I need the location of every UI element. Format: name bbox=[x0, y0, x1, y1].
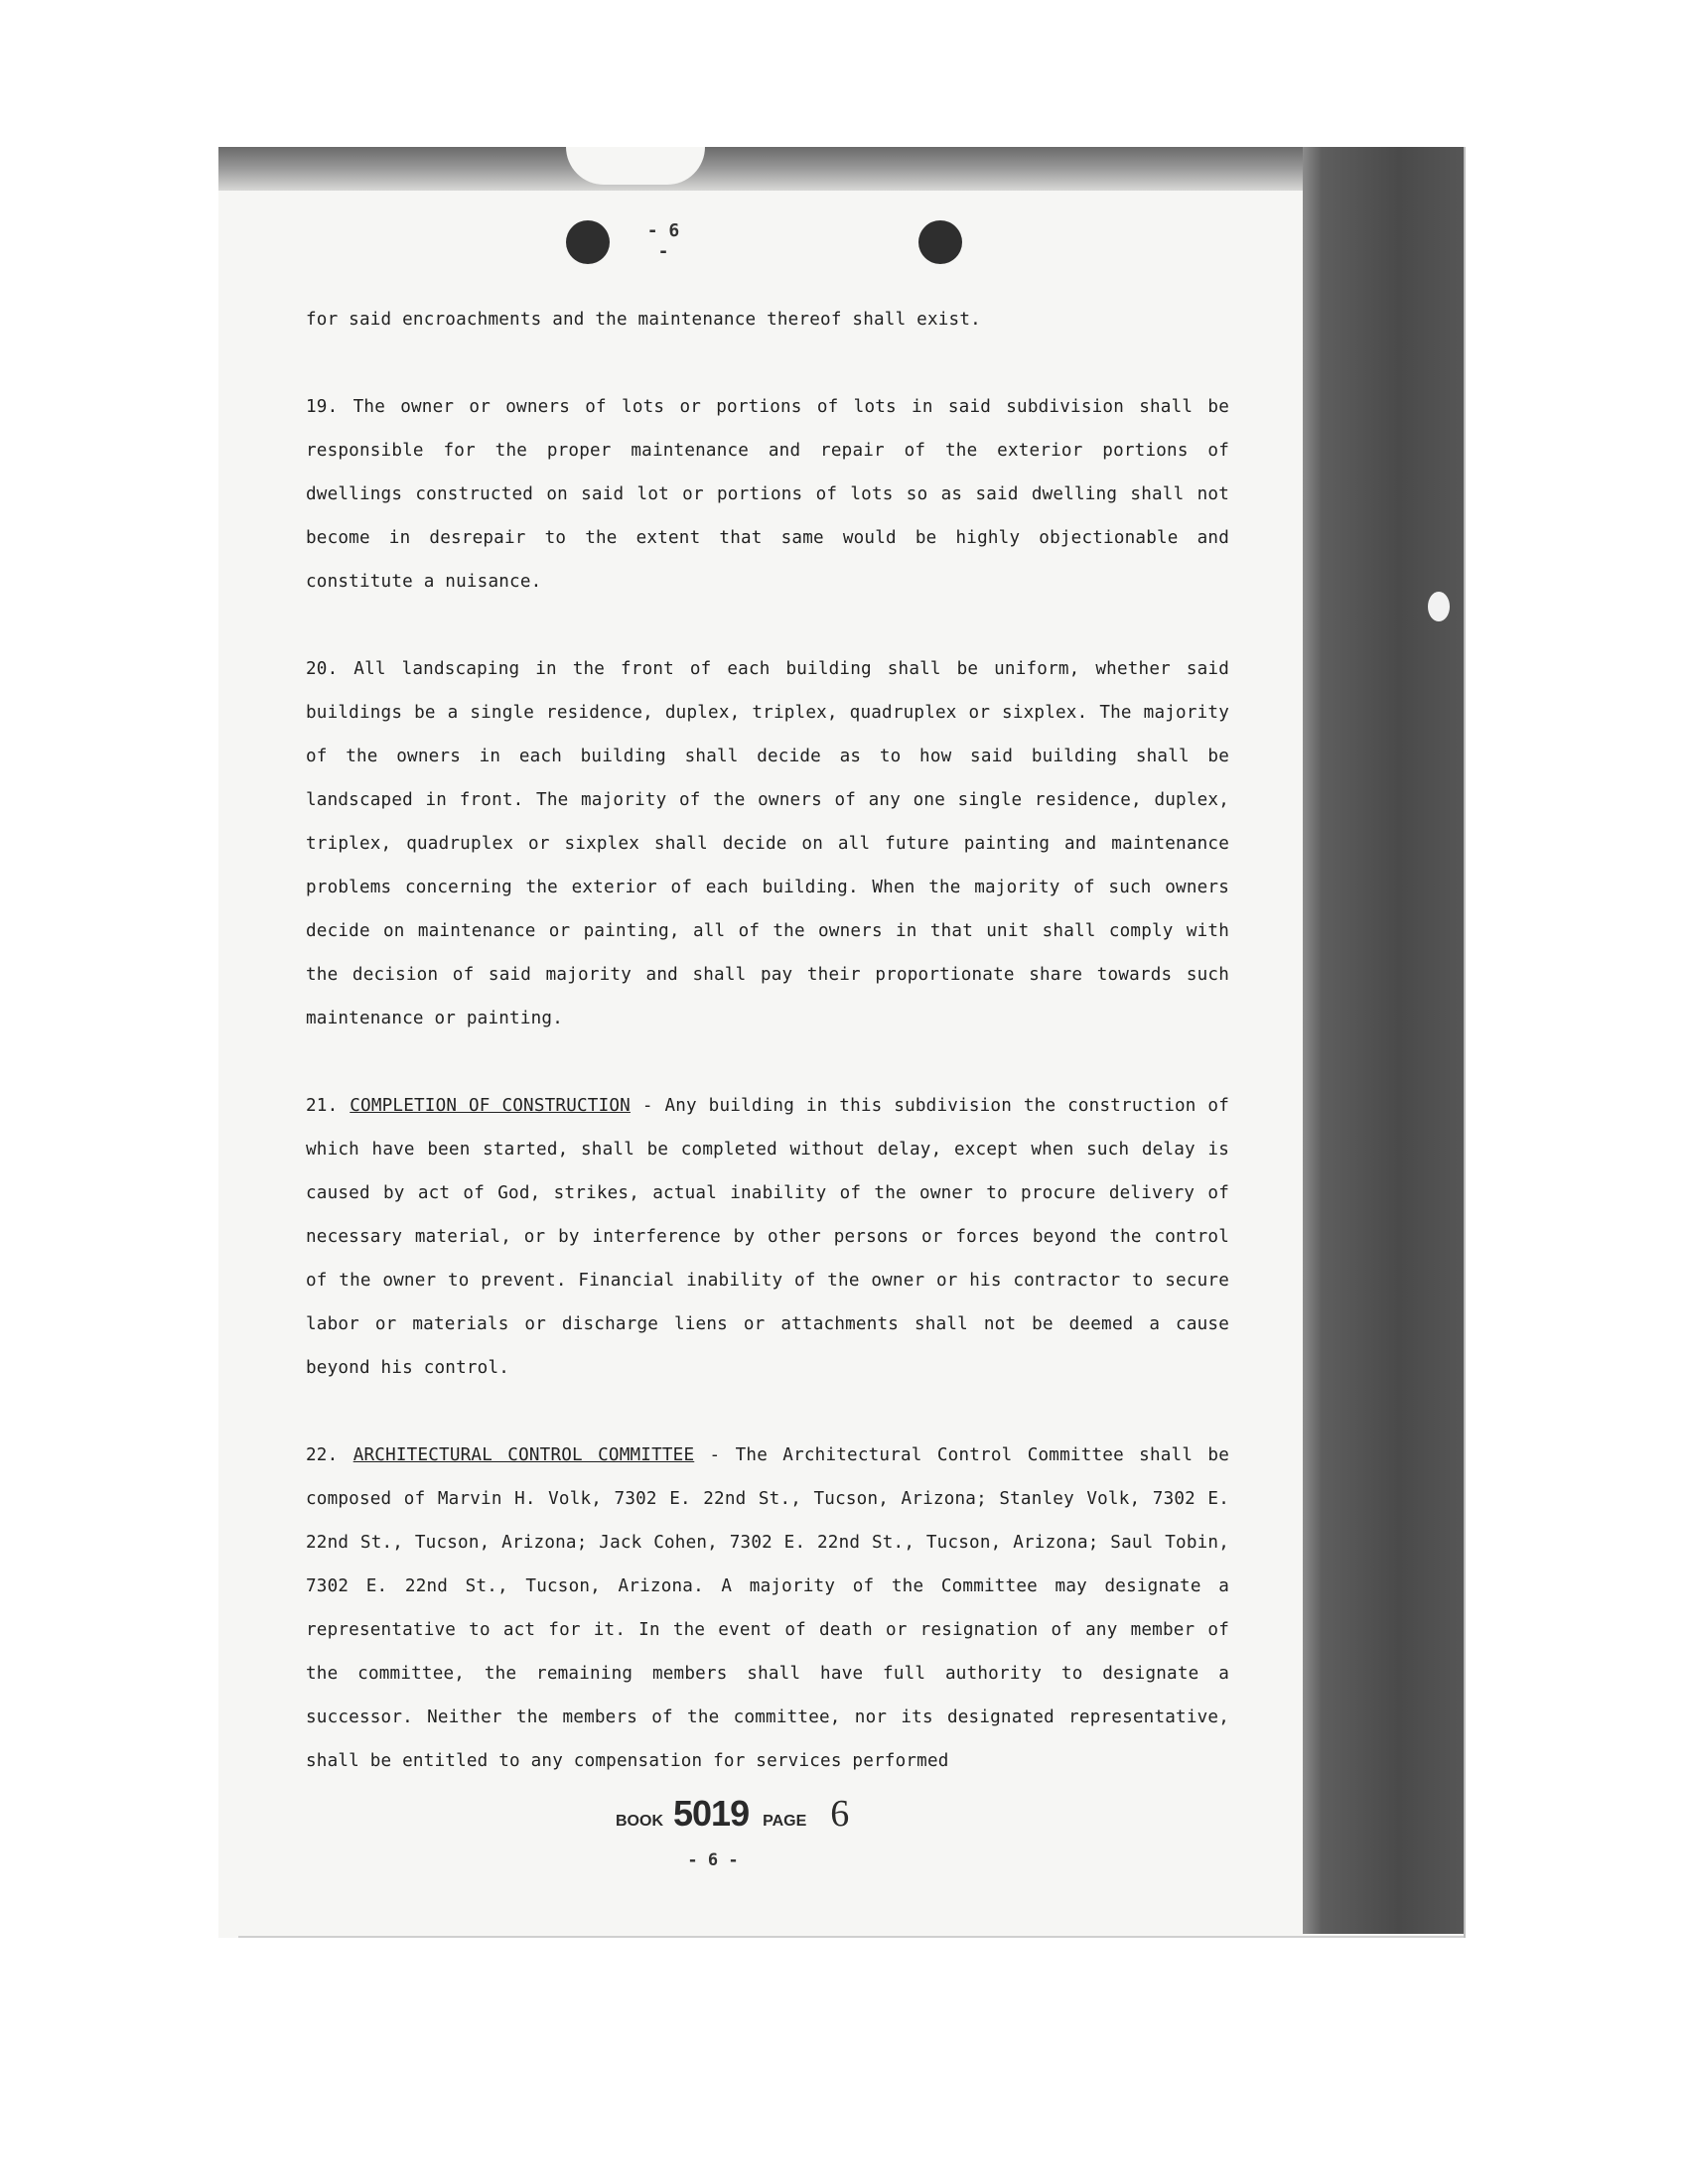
paragraph-21 bbox=[306, 1084, 1229, 1390]
book-number: 5019 bbox=[673, 1793, 750, 1834]
punch-hole-left bbox=[566, 220, 610, 264]
scan-top-notch bbox=[566, 147, 705, 185]
paragraph-22-body: - The Architectural Control Committee shall be composed of Marvin H. Volk, 7302 E. 22nd St., Tucson, Arizona; Stanley Volk, 7302 E. 22nd St., Tucson, Arizona; Jack Cohen, 7302 E. 22nd St., Tucson, Arizona; Saul Tobin, 7302 E. 22nd St., Tucson, Arizona. A majority of the Committee may designate a representative to act for it. In the event of death or resignation of any member of the committee, the remaining members shall have full authority to designate a successor. Neither the members of the committee, nor its designated representative, shall be entitled to any compensation for services performed bbox=[306, 1445, 1229, 1771]
paragraph-19: 19. The owner or owners of lots or portions of lots in said subdivision shall be responsible for the proper maintenance and repair of the exterior portions of dwellings constructed on said lot or portions of lots so as said dwelling shall not become in desrepair to the extent that same would be highly objectionable and constitute a nuisance. bbox=[306, 397, 1229, 592]
paragraph-21-number: 21. bbox=[306, 1096, 339, 1116]
paragraph-20: 20. All landscaping in the front of each building shall be uniform, whether said buildings be a single residence, duplex, triplex, quadruplex or sixplex. The majority of the owners in each building shall decide as to how said building shall be landscaped in front. The majority of the owners of any one single residence, duplex, triplex, quadruplex or sixplex shall decide on all future painting and maintenance problems concerning the exterior of each building. When the majority of such owners decide on maintenance or painting, all of the owners in that unit shall comply with the decision of said majority and shall pay their proportionate share towards such maintenance or painting. bbox=[306, 659, 1229, 1028]
scan-top-shadow bbox=[218, 147, 1464, 191]
paragraph-18-tail: for said encroachments and the maintenance thereof shall exist. bbox=[306, 310, 981, 330]
paragraph-21-body: - Any building in this subdivision the construction of which have been started, shall be completed without delay, except when such delay is caused by act of God, strikes, actual inability of the owner to procure delivery of necessary material, or by interference by other persons or forces beyond the control of the owner to prevent. Financial inability of the owner or his contractor to secure labor or materials or discharge liens or attachments shall not be deemed a cause beyond his control. bbox=[306, 1096, 1230, 1378]
scan-right-edge bbox=[1464, 147, 1466, 1938]
paragraph-22-number: 22. bbox=[306, 1445, 339, 1465]
page-label: PAGE bbox=[763, 1813, 807, 1830]
footer-page-number: - 6 - bbox=[687, 1850, 739, 1870]
punch-hole-right bbox=[918, 220, 962, 264]
book-label: BOOK bbox=[616, 1813, 663, 1830]
scan-speck bbox=[1428, 592, 1450, 621]
header-page-number: - 6 - bbox=[646, 220, 680, 262]
book-page-stamp bbox=[616, 1792, 933, 1842]
stamp-page-number: 6 bbox=[830, 1793, 850, 1835]
document-body bbox=[306, 298, 1229, 1827]
paragraph-22 bbox=[306, 1433, 1229, 1783]
paragraph-21-heading: COMPLETION OF CONSTRUCTION bbox=[350, 1096, 631, 1116]
scan-right-shadow bbox=[1303, 147, 1464, 1934]
scan-bottom-edge bbox=[238, 1936, 1464, 1938]
paragraph-22-heading: ARCHITECTURAL CONTROL COMMITTEE bbox=[352, 1445, 695, 1465]
